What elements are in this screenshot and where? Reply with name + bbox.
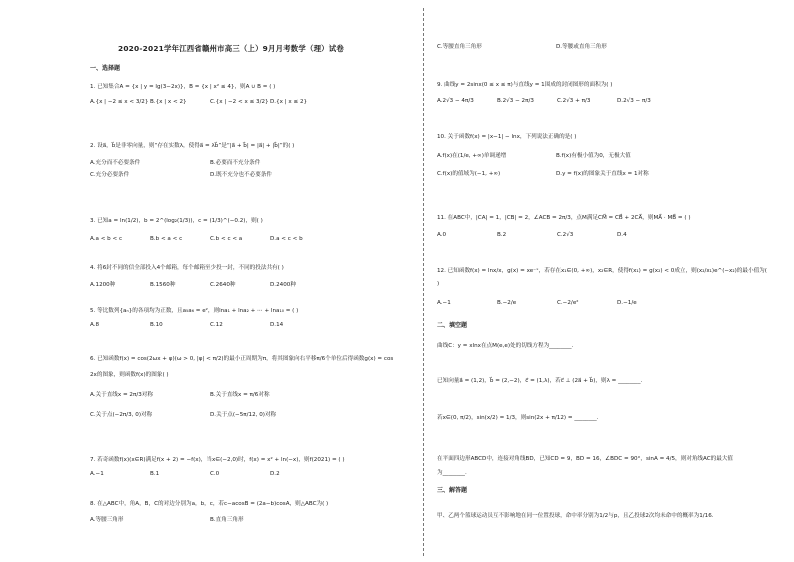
q5-option-b: B.10 (150, 322, 163, 328)
q6-option-b: B.关于直线x = π/6对称 (210, 392, 270, 398)
q9-option-b: B.2√3 − 2π/3 (497, 98, 534, 104)
question-12-line-1: 12. 已知函数f(x) = lnx/x，g(x) = xe⁻ˣ，若存在x₁∈(0, +∞)，x₂∈R，使得f(x₁) = g(x₂) < 0成立，则(x₂/x₁)e^(−x₂)的最小值为( (437, 268, 767, 274)
question-4: 4. 将6封不同的信全部投入4个邮箱，每个邮箱至少投一封，不同的投法共有( ) (90, 265, 284, 271)
question-5: 5. 等比数列{aₙ}的各项均为正数，且a₅a₆ = e²，则lna₁ + lna₂ + ⋯ + lna₁₀ = ( ) (90, 308, 299, 314)
question-11: 11. 在ABC中，|CA| = 1，|CB| = 2，∠ACB = 2π/3，点M满足CM⃗ = CB⃗ + 2CA⃗，则MA⃗ · MB⃗ = ( ) (437, 215, 691, 221)
q2-option-b: B.必要而不充分条件 (210, 160, 261, 166)
q3-option-a: A.a < b < c (90, 236, 123, 242)
question-3: 3. 已知a = ln(1/2)，b = 2^(log₂(1/3))，c = (1/3)^(−0.2)，则( ) (90, 218, 263, 224)
q11-option-d: D.4 (617, 232, 627, 238)
q8-option-c: C.等腰直角三角形 (437, 44, 482, 50)
page-title: 2020-2021学年江西省赣州市高三（上）9月月考数学（理）试卷 (118, 44, 344, 53)
question-8: 8. 在△ABC中，角A，B，C的对边分别为a，b，c，若c−acosB = (2a−b)cosA，则△ABC为( ) (90, 501, 329, 507)
fill-question-2: 已知向量a⃗ = (1,2)，b⃗ = (2,−2)，c⃗ = (1,λ)，若c⃗ ⊥ (2a⃗ + b⃗)，则λ = ________. (437, 378, 643, 384)
q1-option-d: D.{x | x ≤ 2} (270, 99, 308, 105)
fill-question-4-line-2: 为________. (437, 470, 467, 476)
q11-option-c: C.2√3 (557, 232, 574, 238)
q11-option-a: A.0 (437, 232, 447, 238)
q11-option-b: B.2 (497, 232, 507, 238)
q8-option-d: D.等腰或直角三角形 (556, 44, 607, 50)
q9-option-c: C.2√3 + π/3 (557, 98, 591, 104)
q1-option-b: B.{x | x < 2} (150, 99, 187, 105)
q4-option-b: B.1560种 (150, 282, 176, 288)
q5-option-c: C.12 (210, 322, 223, 328)
q4-option-d: D.2400种 (270, 282, 296, 288)
fill-question-3: 若x∈(0, π/2)，sin(x/2) = 1/3，则sin(2x + π/12) = ________. (437, 415, 599, 421)
q4-option-a: A.1200种 (90, 282, 116, 288)
q12-option-c: C.−2/e² (557, 300, 579, 306)
q7-option-b: B.1 (150, 471, 160, 477)
q4-option-c: C.2640种 (210, 282, 236, 288)
q12-option-b: B.−2/e (497, 300, 517, 306)
q8-option-b: B.直角三角形 (210, 517, 244, 523)
q7-option-c: C.0 (210, 471, 220, 477)
section-solve-heading: 三、解答题 (437, 487, 468, 494)
q12-option-d: D.−1/e (617, 300, 637, 306)
fill-question-4-line-1: 在平面四边形ABCD中，连接对角线BD，已知CD = 9，BD = 16，∠BDC = 90°，sinA = 4/5，则对角线AC的最大值 (437, 456, 734, 462)
q2-option-c: C.充分必要条件 (90, 172, 130, 178)
q3-option-b: B.b < a < c (150, 236, 183, 242)
question-12-line-2: ) (437, 281, 440, 287)
q5-option-a: A.8 (90, 322, 100, 328)
q10-option-d: D.y = f(x)的图象关于直线x = 1对称 (556, 171, 649, 177)
q2-option-d: D.既不充分也不必要条件 (210, 172, 273, 178)
q6-option-a: A.关于直线x = 2π/3对称 (90, 392, 153, 398)
q10-option-c: C.f(x)的值域为(−1, +∞) (437, 171, 501, 177)
q7-option-a: A.−1 (90, 471, 104, 477)
q12-option-a: A.−1 (437, 300, 451, 306)
question-1: 1. 已知集合A = {x | y = lg(3−2x)}，B = {x | x² ≤ 4}，则A ∪ B = ( ) (90, 84, 276, 90)
q6-option-c: C.关于点(−2π/3, 0)对称 (90, 412, 153, 418)
q1-option-c: C.{x | −2 < x ≤ 3/2} (210, 99, 269, 105)
q5-option-d: D.14 (270, 322, 284, 328)
q1-option-a: A.{x | −2 ≤ x < 3/2} (90, 99, 149, 105)
fill-question-1: 曲线C：y = xlnx在点M(e,e)处的切线方程为________. (437, 343, 574, 349)
q2-option-a: A.充分而不必要条件 (90, 160, 141, 166)
q10-option-a: A.f(x)在(1/e, +∞)单调递增 (437, 153, 507, 159)
q9-option-d: D.2√3 − π/3 (617, 98, 651, 104)
question-7: 7. 若奇函数f(x)(x∈R)满足f(x + 2) = −f(x)，当x∈(−2,0)时，f(x) = x² + ln(−x)，则f(2021) = ( ) (90, 457, 345, 463)
q3-option-c: C.b < c < a (210, 236, 243, 242)
question-9: 9. 曲线y = 2sinx(0 ≤ x ≤ π)与直线y = 1围成的封闭图形的面积为( ) (437, 82, 613, 88)
solve-question-1: 甲、乙两个篮球运动员互不影响地在同一位置投球，命中率分别为1/2与p，且乙投球2次均未命中的概率为1/16. (437, 513, 714, 519)
question-6-line-2: 2x的图象，则函数f(x)的图象( ) (90, 372, 169, 378)
question-2: 2. 设a⃗，b⃗是非零向量，则“存在实数λ，使得a⃗ = λb⃗”是“|a⃗ + b⃗| = |a⃗| + |b⃗|”的( ) (90, 143, 295, 149)
question-10: 10. 关于函数f(x) = |x−1| − lnx，下列说法正确的是( ) (437, 134, 577, 140)
q3-option-d: D.a < c < b (270, 236, 303, 242)
q6-option-d: D.关于点(−5π/12, 0)对称 (210, 412, 277, 418)
q8-option-a: A.等腰三角形 (90, 517, 124, 523)
section-fill-heading: 二、填空题 (437, 322, 468, 329)
column-divider (423, 8, 424, 556)
section-choice-heading: 一、选择题 (90, 65, 121, 72)
q10-option-b: B.f(x)有极小值为0，无极大值 (556, 153, 631, 159)
q9-option-a: A.2√3 − 4π/3 (437, 98, 474, 104)
question-6-line-1: 6. 已知函数f(x) = cos(2ωx + φ)(ω > 0, |φ| < π/2)的最小正周期为π，将其图象向右平移π/6个单位后得函数g(x) = cos (90, 356, 394, 362)
q7-option-d: D.2 (270, 471, 280, 477)
